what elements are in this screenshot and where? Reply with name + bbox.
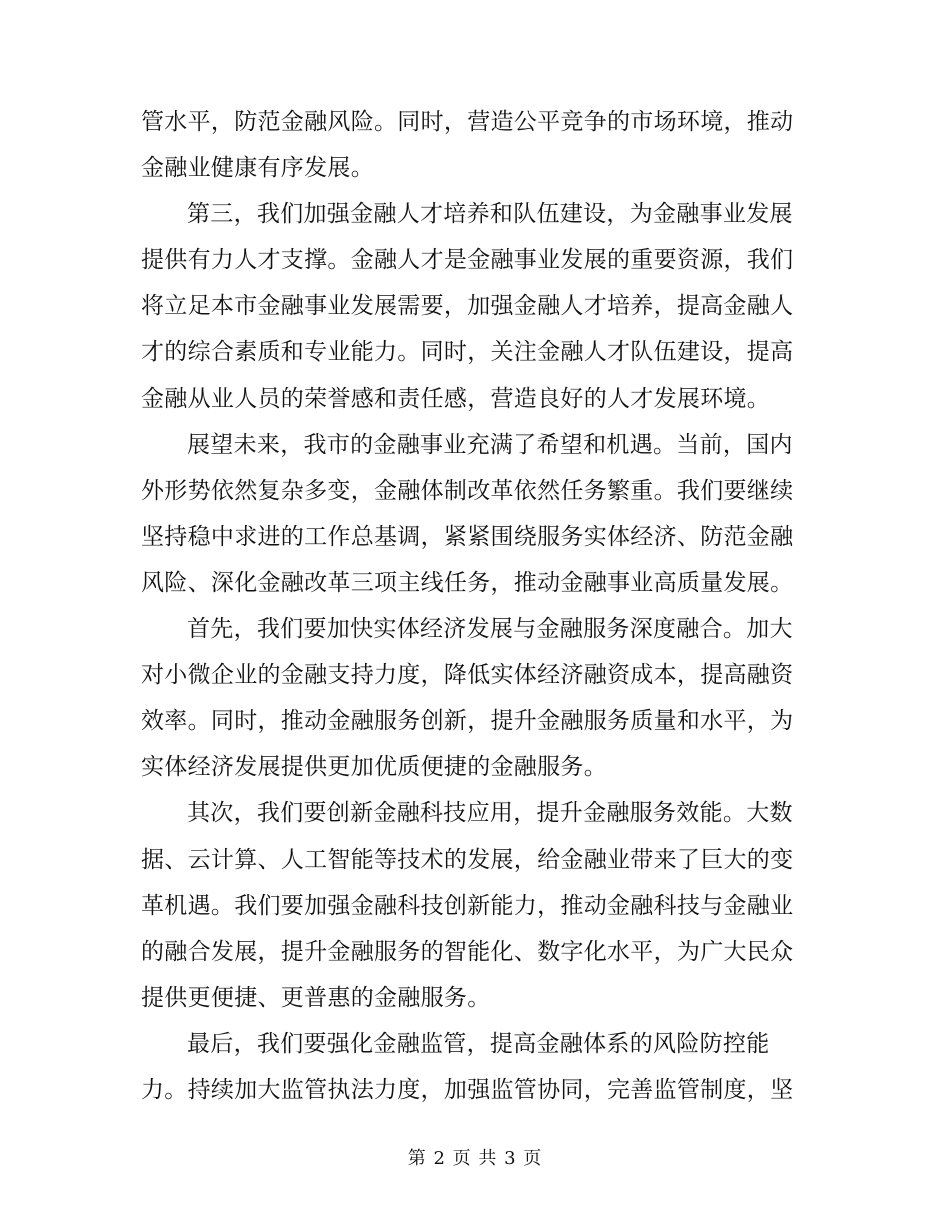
paragraph-start-line: 最后，我们要强化金融监管，提高金融体系的风险防控能 <box>187 1030 770 1057</box>
text-line: 金融业健康有序发展。 <box>141 155 374 182</box>
paragraph-start-line: 展望未来，我市的金融事业充满了希望和机遇。当前，国内 <box>187 431 793 458</box>
text-line: 力。持续加大监管执法力度，加强监管协同，完善监管制度，坚 <box>141 1076 794 1103</box>
text-line: 将立足本市金融事业发展需要，加强金融人才培养，提高金融人 <box>141 293 794 320</box>
text-line: 的融合发展，提升金融服务的智能化、数字化水平，为广大民众 <box>141 938 794 965</box>
text-line: 实体经济发展提供更加优质便捷的金融服务。 <box>141 754 607 781</box>
text-line: 提供更便捷、更普惠的金融服务。 <box>141 984 491 1011</box>
text-line: 外形势依然复杂多变，金融体制改革依然任务繁重。我们要继续 <box>141 477 794 504</box>
text-line: 管水平，防范金融风险。同时，营造公平竞争的市场环境，推动 <box>141 109 794 135</box>
text-line: 效率。同时，推动金融服务创新，提升金融服务质量和水平，为 <box>141 708 794 735</box>
text-line: 对小微企业的金融支持力度，降低实体经济融资成本，提高融资 <box>141 662 794 689</box>
text-line: 金融从业人员的荣誉感和责任感，营造良好的人才发展环境。 <box>141 385 771 412</box>
page-number-footer: 第 2 页 共 3 页 <box>407 1148 543 1169</box>
document-body <box>141 99 811 1113</box>
paragraph-start-line: 其次，我们要创新金融科技应用，提升金融服务效能。大数 <box>187 800 793 827</box>
text-line: 据、云计算、人工智能等技术的发展，给金融业带来了巨大的变 <box>141 846 794 873</box>
text-line: 革机遇。我们要加强金融科技创新能力，推动金融科技与金融业 <box>141 892 794 919</box>
text-line: 才的综合素质和专业能力。同时，关注金融人才队伍建设，提高 <box>141 339 794 366</box>
text-line: 风险、深化金融改革三项主线任务，推动金融事业高质量发展。 <box>141 569 794 596</box>
paragraph-start-line: 首先，我们要加快实体经济发展与金融服务深度融合。加大 <box>187 616 793 643</box>
text-line: 坚持稳中求进的工作总基调，紧紧围绕服务实体经济、防范金融 <box>141 523 794 550</box>
text-line: 提供有力人才支撑。金融人才是金融事业发展的重要资源，我们 <box>141 247 794 274</box>
paragraph-start-line: 第三，我们加强金融人才培养和队伍建设，为金融事业发展 <box>187 201 793 228</box>
